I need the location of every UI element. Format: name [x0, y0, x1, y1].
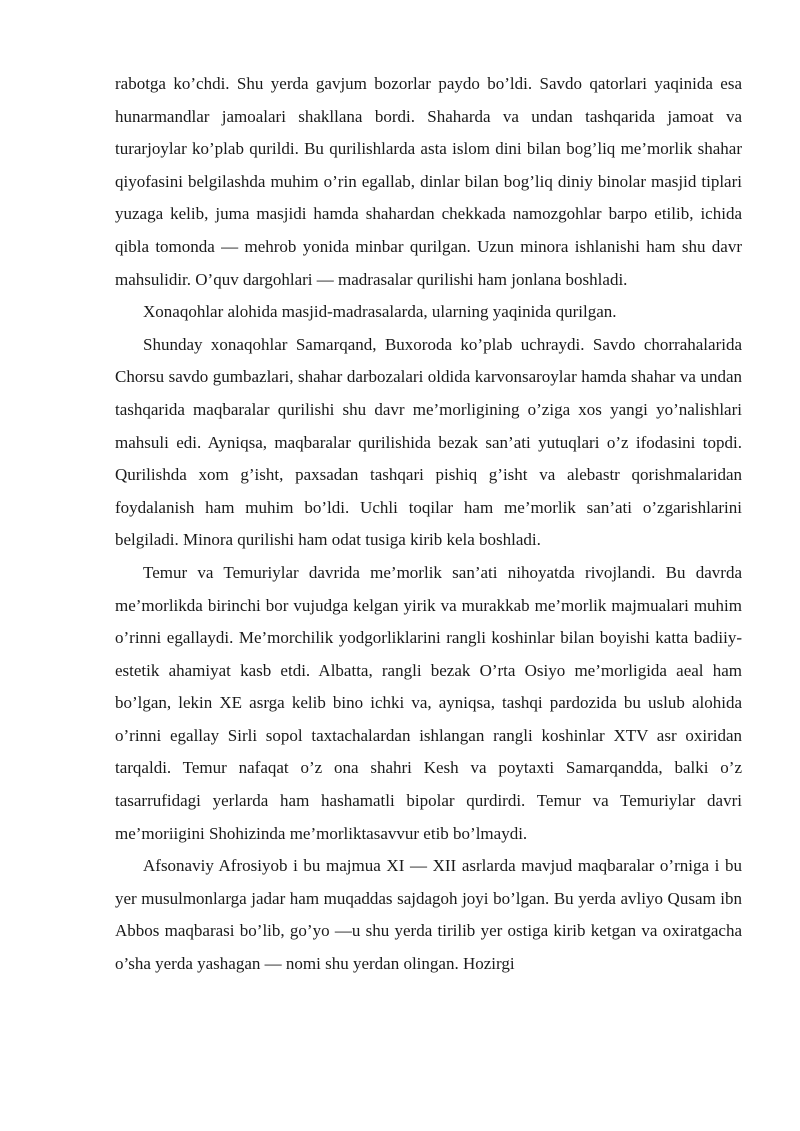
document-page [115, 68, 742, 981]
paragraph-2: Xonaqohlar alohida masjid-madrasalarda, ularning yaqinida qurilgan. [143, 302, 617, 322]
paragraph-4: Temur va Temuriylar davrida me’morlik san’ati nihoyatda rivojlandi. Bu davrda me’morlikda birinchi bor vujudga kelgan yirik va murakkab me’morlik majmualari muhim o’rinni egallaydi. Me’morchilik yodgorliklarini rangli koshinlar bilan boyishi katta badiiy-estetik ahamiyat kasb etdi. Albatta, rangli bezak O’rta Osiyo me’morligida aeal ham bo’lgan, lekin XE asrga kelib bino ichki va, ayniqsa, tashqi pardozida bu uslub alohida o’rinni egallay Sirli sopol taxtachalardan ishlangan rangli koshinlar XTV asr oxiridan tarqaldi. Temur nafaqat o’z ona shahri Kesh va poytaxti Samarqandda, balki o’z tasarrufidagi yerlarda ham hashamatli bipolar qurdirdi. Temur va Temuriylar davri me’moriigini Shohizinda me’morliktasavvur etib bo’lmaydi. [115, 562, 742, 843]
paragraph-5: Afsonaviy Afrosiyob i bu majmua XI — XII asrlarda mavjud maqbaralar o’rniga i bu yer musulmonlarga jadar ham muqaddas sajdagoh joyi bo’lgan. Bu yerda avliyo Qusam ibn Abbos maqbarasi bo’lib, go’yo —u shu yerda tirilib yer ostiga kirib ketgan va oxiratgacha o’sha yerda yashagan — nomi shu yerdan olingan. Hozirgi [115, 856, 742, 974]
paragraph-3: Shunday xonaqohlar Samarqand, Buxoroda ko’plab uchraydi. Savdo chorrahalarida Chorsu savdo gumbazlari, shahar darbozalari oldida karvonsaroylar hamda shahar va undan tashqarida maqbaralar qurilishi shu davr me’morligining o’ziga xos yangi yo’nalishlari mahsuli edi. Ayniqsa, maqbaralar qurilishida bezak san’ati yutuqlari o’z ifodasini topdi. Qurilishda xom g’isht, paxsadan tashqari pishiq g’isht va alebastr qorishmalaridan foydalanish ham muhim bo’ldi. Uchli toqilar ham me’morlik san’ati o’zgarishlarini belgiladi. Minora qurilishi ham odat tusiga kirib kela boshladi. [115, 334, 742, 550]
paragraph-1: rabotga ko’chdi. Shu yerda gavjum bozorlar paydo bo’ldi. Savdo qatorlari yaqinida esa hunarmandlar jamoalari shakllana bordi. Shaharda va undan tashqarida jamoat va turarjoylar ko’plab qurildi. Bu qurilishlarda asta islom dini bilan bog’liq me’morlik shahar qiyofasini belgilashda muhim o’rin egallab, dinlar bilan bog’liq diniy binolar masjid tiplari yuzaga kelib, juma masjidi hamda shahardan chekkada namozgohlar barpo etilib, ichida qibla tomonda — mehrob yonida minbar qurilgan. Uzun minora ishlanishi ham shu davr mahsulidir. O’quv dargohlari — madrasalar qurilishi ham jonlana boshladi. [115, 74, 742, 289]
